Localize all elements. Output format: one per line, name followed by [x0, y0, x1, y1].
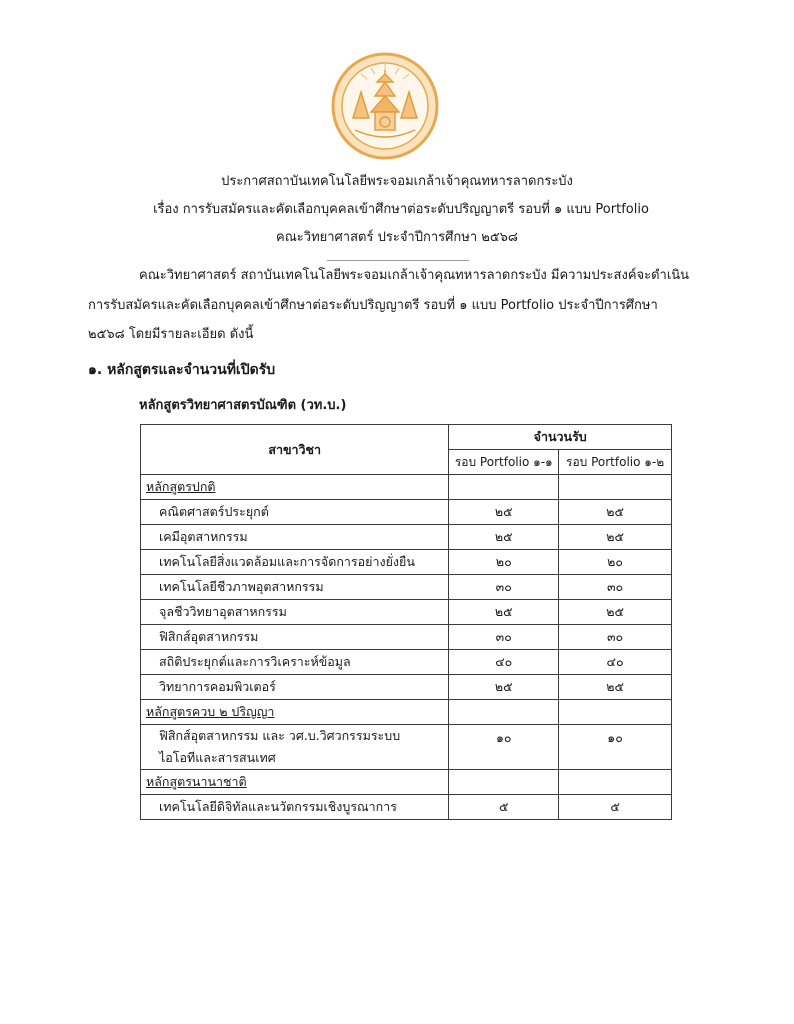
announcement-title: ประกาศสถาบันเทคโนโลยีพระจอมเกล้าเจ้าคุณทหารลาดกระบัง — [221, 174, 573, 189]
quota-round-1-1: ๑๐ — [449, 725, 559, 770]
quota-round-1-2: ๑๐ — [559, 725, 672, 770]
table-row — [141, 600, 672, 625]
program-name: คณิตศาสตร์ประยุกต์ — [141, 500, 449, 525]
empty-cell — [449, 700, 559, 725]
program-name: วิทยาการคอมพิวเตอร์ — [141, 675, 449, 700]
table-row — [141, 675, 672, 700]
table-row — [141, 795, 672, 820]
quota-round-1-1: ๓๐ — [449, 575, 559, 600]
degree-subheading: หลักสูตรวิทยาศาสตรบัณฑิต (วท.บ.) — [139, 398, 347, 413]
quota-table — [140, 424, 672, 820]
program-name: ฟิสิกส์อุตสาหกรรม — [141, 625, 449, 650]
table-row — [141, 525, 672, 550]
section-heading: ๑. หลักสูตรและจำนวนที่เปิดรับ — [88, 362, 276, 378]
program-name: จุลชีววิทยาอุตสาหกรรม — [141, 600, 449, 625]
group-row — [141, 700, 672, 725]
group-label-international: หลักสูตรนานาชาติ — [141, 770, 449, 795]
empty-cell — [559, 700, 672, 725]
group-label-regular: หลักสูตรปกติ — [141, 475, 449, 500]
empty-cell — [559, 475, 672, 500]
intro-line-3: ๒๕๖๘ โดยมีรายละเอียด ดังนี้ — [88, 327, 254, 342]
institute-seal-icon — [331, 52, 439, 160]
table-row — [141, 650, 672, 675]
quota-round-1-2: ๒๕ — [559, 600, 672, 625]
announcement-subject: เรื่อง การรับสมัครและคัดเลือกบุคคลเข้าศึกษาต่อระดับปริญญาตรี รอบที่ ๑ แบบ Portfolio — [153, 202, 649, 217]
quota-round-1-1: ๔๐ — [449, 650, 559, 675]
table-header-row — [141, 425, 672, 450]
program-name: เทคโนโลยีดิจิทัลและนวัตกรรมเชิงบูรณาการ — [141, 795, 449, 820]
quota-round-1-2: ๓๐ — [559, 575, 672, 600]
program-name-line-1: ฟิสิกส์อุตสาหกรรม และ วศ.บ.วิศวกรรมระบบ — [159, 728, 401, 743]
header-program: สาขาวิชา — [141, 425, 449, 475]
table-row — [141, 550, 672, 575]
quota-round-1-1: ๓๐ — [449, 625, 559, 650]
quota-round-1-1: ๒๕ — [449, 600, 559, 625]
table-row — [141, 625, 672, 650]
quota-round-1-2: ๔๐ — [559, 650, 672, 675]
empty-cell — [559, 770, 672, 795]
table-row — [141, 500, 672, 525]
title-separator — [327, 260, 469, 261]
quota-round-1-1: ๒๐ — [449, 550, 559, 575]
quota-round-1-2: ๕ — [559, 795, 672, 820]
program-name: เทคโนโลยีชีวภาพอุตสาหกรรม — [141, 575, 449, 600]
quota-round-1-2: ๒๐ — [559, 550, 672, 575]
empty-cell — [449, 770, 559, 795]
empty-cell — [449, 475, 559, 500]
group-row — [141, 770, 672, 795]
program-name: เทคโนโลยีสิ่งแวดล้อมและการจัดการอย่างยั่งยืน — [141, 550, 449, 575]
quota-round-1-1: ๕ — [449, 795, 559, 820]
quota-round-1-1: ๒๕ — [449, 675, 559, 700]
table-row — [141, 575, 672, 600]
program-name: สถิติประยุกต์และการวิเคราะห์ข้อมูล — [141, 650, 449, 675]
program-name: เคมีอุตสาหกรรม — [141, 525, 449, 550]
program-name-line-2: ไอโอทีและสารสนเทศ — [159, 750, 276, 765]
group-row — [141, 475, 672, 500]
program-name — [141, 725, 449, 770]
quota-round-1-2: ๒๕ — [559, 675, 672, 700]
quota-round-1-2: ๓๐ — [559, 625, 672, 650]
quota-round-1-2: ๒๕ — [559, 500, 672, 525]
header-round-1-2: รอบ Portfolio ๑-๒ — [559, 450, 672, 475]
announcement-faculty-year: คณะวิทยาศาสตร์ ประจำปีการศึกษา ๒๕๖๘ — [276, 230, 518, 245]
quota-round-1-2: ๒๕ — [559, 525, 672, 550]
intro-line-1: คณะวิทยาศาสตร์ สถาบันเทคโนโลยีพระจอมเกล้าเจ้าคุณทหารลาดกระบัง มีความประสงค์จะดำเนิน — [139, 268, 690, 283]
quota-round-1-1: ๒๕ — [449, 500, 559, 525]
header-quota: จำนวนรับ — [449, 425, 672, 450]
group-label-double-degree: หลักสูตรควบ ๒ ปริญญา — [141, 700, 449, 725]
table-row — [141, 725, 672, 770]
quota-round-1-1: ๒๕ — [449, 525, 559, 550]
intro-line-2: การรับสมัครและคัดเลือกบุคคลเข้าศึกษาต่อระดับปริญญาตรี รอบที่ ๑ แบบ Portfolio ประจำปีการศึกษา — [88, 298, 658, 313]
header-round-1-1: รอบ Portfolio ๑-๑ — [449, 450, 559, 475]
